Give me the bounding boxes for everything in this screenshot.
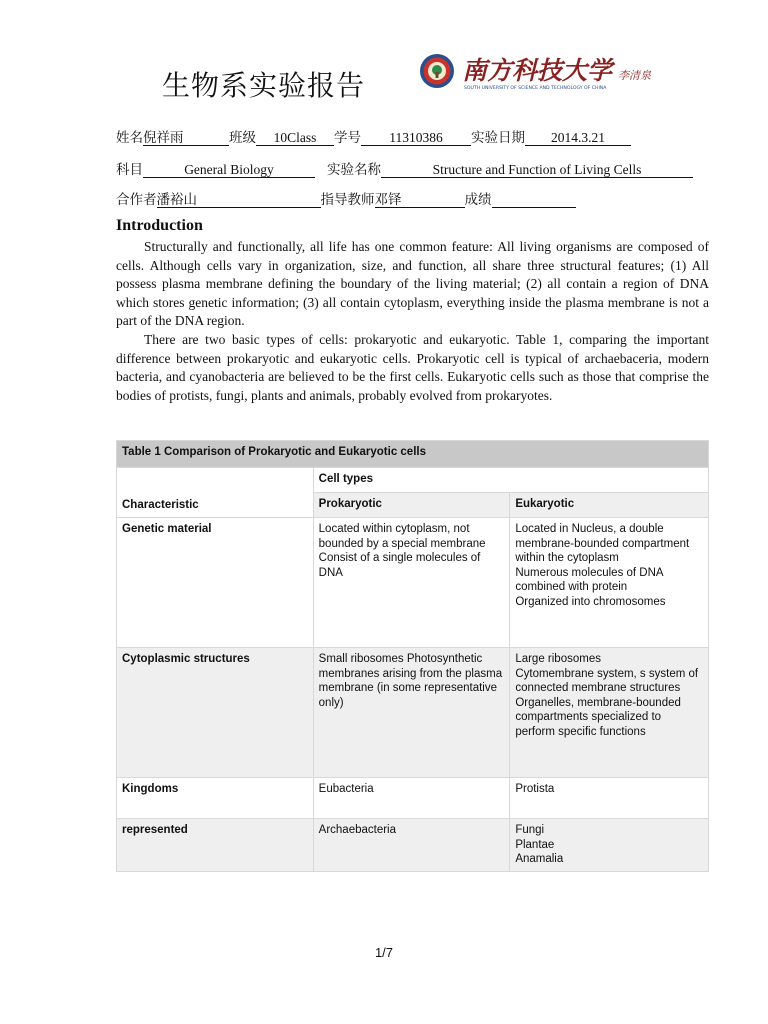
table-header-row xyxy=(117,468,709,493)
eukaryotic-cell: Located in Nucleus, a double membrane-bounded compartment within the cytoplasm Numerous molecules of DNA combined with protein Organized into chromosomes xyxy=(510,518,709,648)
experiment-label: 实验名称 xyxy=(327,162,381,178)
eukaryotic-header: Eukaryotic xyxy=(510,493,709,518)
prokaryotic-cell: Located within cytoplasm, not bounded by a special membrane Consist of a single molecules of DNA xyxy=(313,518,510,648)
grade-value xyxy=(492,192,576,208)
characteristic-header: Characteristic xyxy=(117,468,314,518)
table-caption: Table 1 Comparison of Prokaryotic and Eukaryotic cells xyxy=(117,441,709,468)
report-title: 生物系实验报告 xyxy=(162,69,366,102)
subject-label: 科目 xyxy=(116,162,143,178)
page-number: 1/7 xyxy=(374,945,394,960)
table-row xyxy=(117,778,709,819)
experiment-value: Structure and Function of Living Cells xyxy=(381,162,693,178)
prokaryotic-cell: Small ribosomes Photosynthetic membranes arising from the plasma membrane (in some representative only) xyxy=(313,648,510,778)
class-value: 10Class xyxy=(256,130,334,146)
cell-types-header: Cell types xyxy=(313,468,708,493)
name-value: 倪祥雨 xyxy=(143,130,229,146)
university-logo xyxy=(418,52,668,92)
university-emblem-icon xyxy=(420,54,454,88)
row-label: represented xyxy=(117,819,314,872)
table-row xyxy=(117,648,709,778)
student-id-value: 11310386 xyxy=(361,130,471,146)
grade-label: 成绩 xyxy=(464,192,492,208)
introduction-heading: Introduction xyxy=(116,217,203,234)
instructor-value: 邓铎 xyxy=(375,192,465,208)
table-caption-row xyxy=(117,441,709,468)
subject-value: General Biology xyxy=(143,162,315,178)
comparison-table xyxy=(116,440,709,872)
student-id-label: 学号 xyxy=(334,130,361,146)
eukaryotic-cell: Large ribosomes Cytomembrane system, s system of connected membrane structures Organelles, membrane-bounded compartments specialized to perform specific functions xyxy=(510,648,709,778)
eukaryotic-cell: Fungi Plantae Anamalia xyxy=(510,819,709,872)
instructor-label: 指导教师 xyxy=(320,192,375,208)
partner-value: 潘裕山 xyxy=(157,192,321,208)
row-label: Cytoplasmic structures xyxy=(117,648,314,778)
prokaryotic-cell: Eubacteria xyxy=(313,778,510,819)
info-row-people xyxy=(116,188,576,208)
prokaryotic-cell: Archaebacteria xyxy=(313,819,510,872)
name-label: 姓名 xyxy=(116,130,143,146)
info-row-student xyxy=(116,126,631,146)
logo-subtitle: SOUTH UNIVERSITY OF SCIENCE AND TECHNOLOGY OF CHINA xyxy=(464,86,607,91)
prokaryotic-header: Prokaryotic xyxy=(313,493,510,518)
logo-text: 南方科技大学 xyxy=(462,56,613,85)
table-row xyxy=(117,819,709,872)
date-value: 2014.3.21 xyxy=(525,130,631,146)
eukaryotic-cell: Protista xyxy=(510,778,709,819)
date-label: 实验日期 xyxy=(471,130,525,146)
logo-signature: 李清泉 xyxy=(618,69,651,82)
info-row-course xyxy=(116,158,693,178)
row-label: Genetic material xyxy=(117,518,314,648)
partner-label: 合作者 xyxy=(116,192,157,208)
table-row xyxy=(117,518,709,648)
row-label: Kingdoms xyxy=(117,778,314,819)
intro-paragraph-2: There are two basic types of cells: prokaryotic and eukaryotic. Table 1, comparing the important difference between prokaryotic and eukaryotic cells. Prokaryotic cell is typical of archaebaceria, modern bacteria, and cyanobacteria are believed to be the first cells. Eukaryotic cells such as those that comprise the bodies of protists, fungi, plants and animals, probably evolved from prokaryotes. xyxy=(116,332,709,403)
intro-paragraph-1: Structurally and functionally, all life has one common feature: All living organisms are composed of cells. Although cells vary in organization, size, and function, all share three structural features; (1) All possess plasma membrane defining the boundary of the living material; (2) all contain a region of DNA which stores genetic information; (3) all contain cytoplasm, everything inside the plasma membrane is not a part of the DNA region. xyxy=(116,239,709,329)
class-label: 班级 xyxy=(229,130,256,146)
